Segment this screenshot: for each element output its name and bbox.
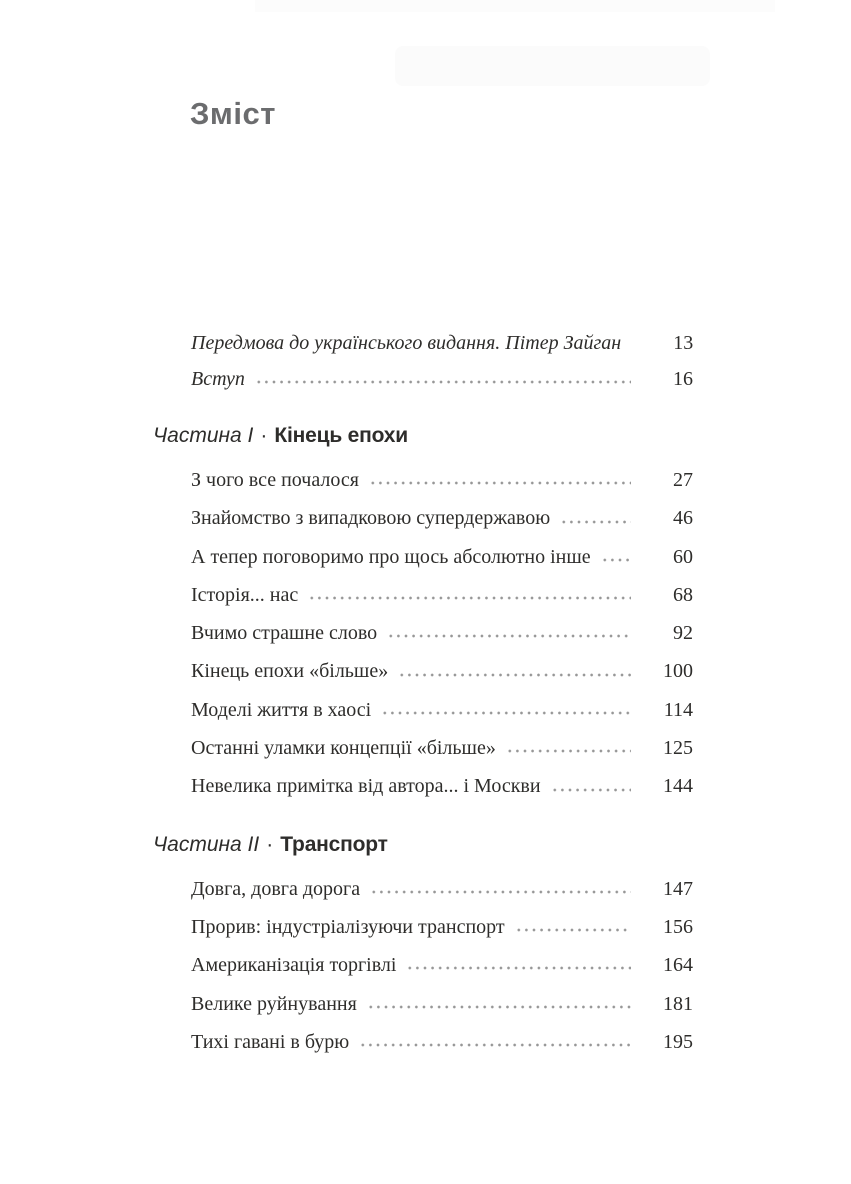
toc-leader-dots <box>370 870 631 908</box>
part-title: Транспорт <box>280 832 388 856</box>
toc-entry-label: Моделі життя в хаосі <box>191 698 372 721</box>
toc-part-section <box>153 420 693 806</box>
toc-entry <box>191 985 693 1023</box>
toc-entry-page-number: 60 <box>673 545 693 568</box>
toc-entry <box>191 576 693 614</box>
toc-entry <box>191 361 693 397</box>
toc-entry <box>191 946 693 984</box>
toc-front-matter <box>153 325 693 397</box>
toc-entry <box>191 461 693 499</box>
toc-entry-page-number: 181 <box>663 992 693 1015</box>
toc-leader-dots <box>387 614 631 652</box>
toc-entry-page-number: 147 <box>663 877 693 900</box>
toc-leader-dots <box>515 908 631 946</box>
toc-entry-page-number: 13 <box>673 332 694 354</box>
toc-entry <box>191 870 693 908</box>
toc-entry <box>191 691 693 729</box>
part-heading <box>153 420 693 452</box>
toc-entry-page-number: 16 <box>673 368 693 390</box>
toc-entry <box>191 538 693 576</box>
toc-parts-container <box>153 420 693 1061</box>
part-heading <box>153 829 693 861</box>
toc-entry-label: Історія... нас <box>191 583 299 606</box>
toc-entry-label: Останні уламки концепції «більше» <box>191 737 496 760</box>
part-name: Частина I <box>153 424 254 447</box>
toc-entry-page-number: 156 <box>663 915 693 938</box>
page-title: Зміст <box>190 96 276 131</box>
toc-leader-dots <box>551 767 631 805</box>
toc-entry-page-number: 92 <box>673 622 693 645</box>
toc-entry <box>191 614 693 652</box>
toc-entry-label: Вступ <box>191 368 245 390</box>
toc-entry <box>191 499 693 537</box>
toc-entry-label: А тепер поговоримо про щось абсолютно інше <box>191 545 591 568</box>
toc-list <box>153 325 693 1061</box>
toc-entry <box>191 1023 693 1061</box>
toc-entry-label: Довга, довга дорога <box>191 877 361 900</box>
toc-entry-page-number: 164 <box>663 954 693 977</box>
toc-leader-dots <box>406 946 631 984</box>
toc-entry-label: Знайомство з випадковою супердержавою <box>191 507 551 530</box>
part-chapter-rows <box>153 870 693 1061</box>
part-name: Частина II <box>153 832 260 856</box>
toc-leader-dots <box>359 1023 631 1061</box>
toc-entry <box>191 652 693 690</box>
toc-part-section <box>153 829 693 1061</box>
toc-entry-label: Американізація торгівлі <box>191 954 397 977</box>
toc-entry-label: Прорив: індустріалізуючи транспорт <box>191 915 505 938</box>
page-content <box>153 0 693 1061</box>
part-chapter-rows <box>153 461 693 806</box>
toc-leader-dots <box>560 499 631 537</box>
toc-leader-dots <box>506 729 631 767</box>
toc-leader-dots <box>398 652 631 690</box>
toc-entry <box>191 767 693 805</box>
toc-leader-dots <box>367 985 631 1023</box>
toc-entry-page-number: 125 <box>663 737 693 760</box>
toc-entry-page-number: 27 <box>673 469 693 491</box>
toc-entry-label: Невелика примітка від автора... і Москви <box>191 775 541 798</box>
toc-entry-label: Велике руйнування <box>191 992 357 1015</box>
toc-entry-page-number: 144 <box>663 775 693 798</box>
toc-leader-dots <box>369 461 631 499</box>
toc-entry <box>191 908 693 946</box>
toc-entry-page-number: 68 <box>673 583 693 606</box>
toc-entry-label: З чого все почалося <box>191 469 359 491</box>
toc-leader-dots <box>255 361 631 397</box>
part-separator-dot: · <box>266 832 274 856</box>
toc-entry-label: Тихі гавані в бурю <box>191 1030 350 1053</box>
part-title: Кінець епохи <box>274 424 408 447</box>
toc-entry-page-number: 114 <box>663 698 693 721</box>
toc-leader-dots <box>381 691 631 729</box>
toc-entry-page-number: 100 <box>663 660 693 683</box>
toc-entry-label: Передмова до українського видання. Пітер Зайган <box>191 332 622 354</box>
toc-entry <box>191 729 693 767</box>
toc-entry-label: Вчимо страшне слово <box>191 622 378 645</box>
toc-entry-page-number: 195 <box>663 1030 693 1053</box>
toc-leader-dots <box>308 576 631 614</box>
part-separator-dot: · <box>260 424 268 447</box>
toc-entry <box>191 325 693 361</box>
toc-entry-label: Кінець епохи «більше» <box>191 660 389 683</box>
toc-entry-page-number: 46 <box>673 507 693 530</box>
toc-leader-dots <box>601 538 631 576</box>
